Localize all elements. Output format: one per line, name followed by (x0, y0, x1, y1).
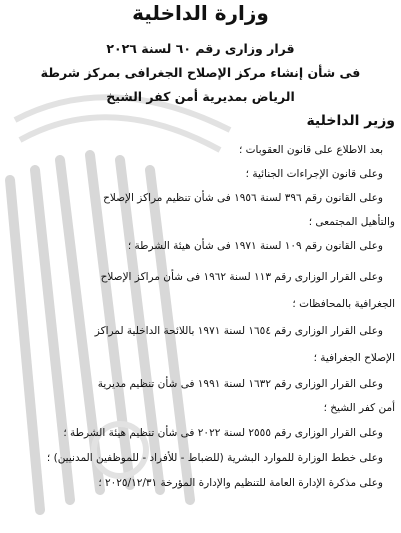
ministry-title: وزارة الداخلية (132, 1, 269, 25)
clause-line: وعلى قانون الإجراءات الجنائية ؛ (245, 168, 383, 180)
minister-title: وزير الداخلية (306, 113, 395, 129)
decree-subject-line-2: الرياض بمديرية أمن كفر الشيخ (106, 89, 295, 104)
clause-line: وعلى القانون رقم ١٠٩ لسنة ١٩٧١ فى شأن هيئة الشرطة ؛ (127, 240, 383, 252)
clause-line: وعلى القانون رقم ٣٩٦ لسنة ١٩٥٦ فى شأن تنظيم مراكز الإصلاح (103, 192, 383, 204)
clause-continuation: أمن كفر الشيخ ؛ (323, 402, 395, 414)
clause-line: بعد الاطلاع على قانون العقوبات ؛ (238, 144, 383, 156)
decree-number: قرار وزارى رقم ٦٠ لسنة ٢٠٢٦ (106, 41, 295, 56)
clause-line: وعلى القرار الوزارى رقم ١١٣ لسنة ١٩٦٢ فى شأن مراكز الإصلاح (100, 271, 383, 283)
clause-line: وعلى مذكرة الإدارة العامة للتنظيم والإدارة المؤرخة ٢٠٢٥/١٢/٣١ ؛ (98, 477, 383, 489)
decree-subject-line-1: فى شأن إنشاء مركز الإصلاح الجغرافى بمركز شرطة (40, 65, 361, 80)
clause-continuation: الإصلاح الجغرافية ؛ (313, 352, 395, 364)
clause-continuation: الجغرافية بالمحافظات ؛ (292, 298, 395, 310)
clause-line: وعلى القرار الوزارى رقم ١٦٣٢ لسنة ١٩٩١ فى شأن تنظيم مديرية (97, 378, 383, 390)
clause-line: وعلى خطط الوزارة للموارد البشرية (للضباط - للأفراد - للموظفين المدنيين) ؛ (46, 452, 383, 464)
clause-line: وعلى القرار الوزارى رقم ٢٥٥٥ لسنة ٢٠٢٢ فى شأن تنظيم هيئة الشرطة ؛ (63, 427, 383, 439)
clause-continuation: والتأهيل المجتمعى ؛ (308, 216, 395, 228)
clause-line: وعلى القرار الوزارى رقم ١٦٥٤ لسنة ١٩٧١ باللائحة الداخلية لمراكز (94, 325, 383, 337)
